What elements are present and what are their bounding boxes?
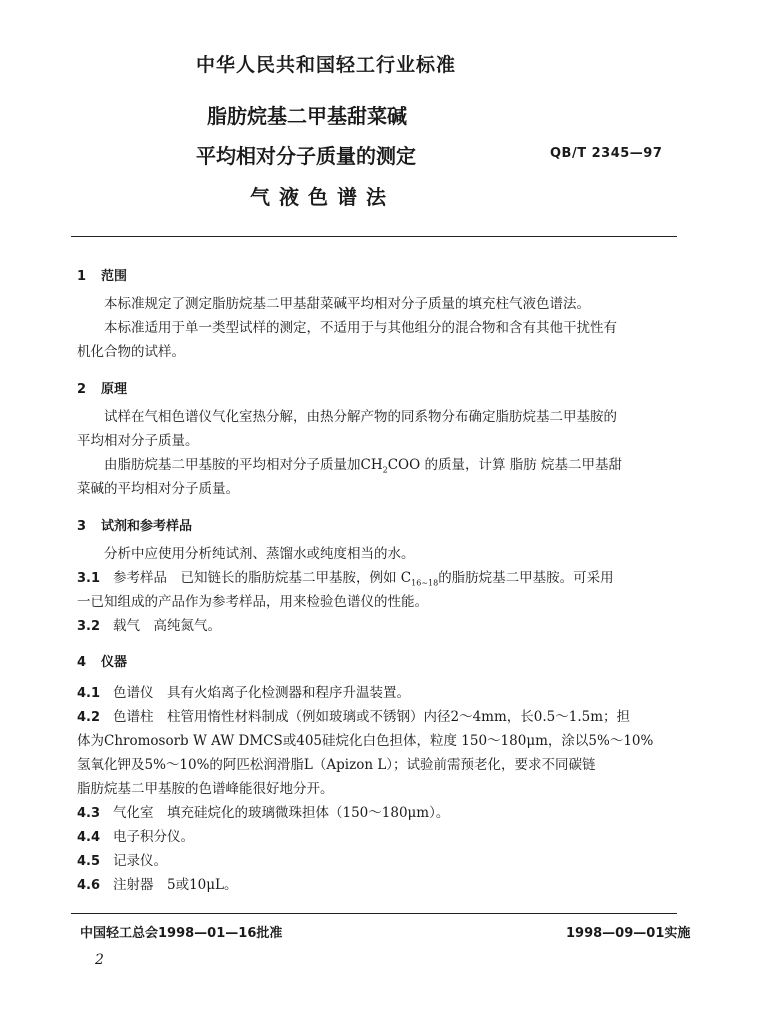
paragraph-continuation: 机化合物的试样。 xyxy=(77,344,185,360)
clause-4-6 xyxy=(77,873,238,893)
section-number: 4 xyxy=(77,655,87,670)
paragraph: 本标准适用于单一类型试样的测定，不适用于与其他组分的混合物和含有其他干扰性有 xyxy=(104,320,617,336)
document-title-line-3: 气液色谱法 xyxy=(250,185,395,209)
clause-4-3 xyxy=(77,801,449,821)
paragraph-continuation: 氢氧化钾及5%～10%的阿匹松润滑脂L（Apizon L）；试验前需预老化，要求不同碳链 xyxy=(77,757,596,773)
text-run: 参考样品 已知链长的脂肪烷基二甲基胺，例如 C xyxy=(113,570,412,586)
document-title-line-1: 脂肪烷基二甲基甜菜碱 xyxy=(207,104,407,128)
paragraph-continuation: 平均相对分子质量。 xyxy=(77,433,199,449)
paragraph-continuation: 脂肪烷基二甲基胺的色谱峰能很好地分开。 xyxy=(77,781,334,797)
standard-category-title: 中华人民共和国轻工行业标准 xyxy=(196,54,457,76)
section-title: 原理 xyxy=(101,382,128,397)
text-run: 的脂肪烷基二甲基胺。可采用 xyxy=(438,570,614,586)
subscript: 16~18 xyxy=(411,578,439,588)
clause-number: 4.3 xyxy=(77,806,101,821)
clause-number: 4.1 xyxy=(77,686,101,701)
approval-date: 中国轻工总会1998—01—16批准 xyxy=(80,926,283,941)
section-number: 2 xyxy=(77,382,87,397)
clause-text: 气化室 填充硅烷化的玻璃微珠担体（150～180μm）。 xyxy=(113,805,450,821)
section-number: 3 xyxy=(77,519,87,534)
paragraph-continuation: 菜碱的平均相对分子质量。 xyxy=(77,481,239,497)
clause-text: 注射器 5或10μL。 xyxy=(113,877,238,893)
clause-number: 4.5 xyxy=(77,854,101,869)
paragraph xyxy=(104,453,622,475)
paragraph: 本标准规定了测定脂肪烷基二甲基甜菜碱平均相对分子质量的填充柱气液色谱法。 xyxy=(104,296,590,312)
clause-text: 载气 高纯氮气。 xyxy=(113,618,221,634)
paragraph: 试样在气相色谱仪气化室热分解，由热分解产物的同系物分布确定脂肪烷基二甲基胺的 xyxy=(104,409,617,425)
standard-number: QB/T 2345—97 xyxy=(550,146,663,161)
paragraph: 分析中应使用分析纯试剂、蒸馏水或纯度相当的水。 xyxy=(104,546,415,562)
clause-text: 色谱柱 柱管用惰性材料制成（例如玻璃或不锈钢）内径2～4mm，长0.5～1.5m；担 xyxy=(113,709,631,725)
clause-number: 4.2 xyxy=(77,710,101,725)
section-1-heading xyxy=(77,265,127,284)
clause-text: 记录仪。 xyxy=(113,853,167,869)
paragraph-continuation: 一已知组成的产品作为参考样品，用来检验色谱仪的性能。 xyxy=(77,594,428,610)
section-number: 1 xyxy=(77,269,87,284)
effective-date: 1998—09—01实施 xyxy=(566,926,691,941)
clause-4-4 xyxy=(77,825,194,845)
page-number: 2 xyxy=(95,952,104,968)
clause-number: 3.2 xyxy=(77,619,101,634)
clause-number: 4.4 xyxy=(77,830,101,845)
section-title: 范围 xyxy=(101,269,128,284)
section-title: 仪器 xyxy=(101,655,128,670)
footer-divider xyxy=(71,913,677,914)
clause-4-1 xyxy=(77,681,410,701)
text-run: 由脂肪烷基二甲基胺的平均相对分子质量加CH xyxy=(104,457,383,473)
section-title: 试剂和参考样品 xyxy=(101,519,193,534)
clause-number: 3.1 xyxy=(77,571,101,586)
subscript: 2 xyxy=(382,465,388,475)
header-divider xyxy=(71,236,677,237)
section-3-heading xyxy=(77,515,192,534)
text-run: COO 的质量，计算 脂肪 烷基二甲基甜 xyxy=(387,457,623,473)
clause-3-2 xyxy=(77,614,221,634)
section-4-heading xyxy=(77,651,127,670)
clause-text: 色谱仪 具有火焰离子化检测器和程序升温装置。 xyxy=(113,685,410,701)
clause-3-1 xyxy=(77,566,614,588)
paragraph-continuation: 体为Chromosorb W AW DMCS或405硅烷化白色担体，粒度 150～180μm，涂以5%～10% xyxy=(77,733,654,749)
clause-4-2 xyxy=(77,705,630,725)
section-2-heading xyxy=(77,378,127,397)
document-title-line-2: 平均相对分子质量的测定 xyxy=(196,144,416,168)
clause-text: 电子积分仪。 xyxy=(113,829,194,845)
clause-number: 4.6 xyxy=(77,878,101,893)
clause-4-5 xyxy=(77,849,167,869)
